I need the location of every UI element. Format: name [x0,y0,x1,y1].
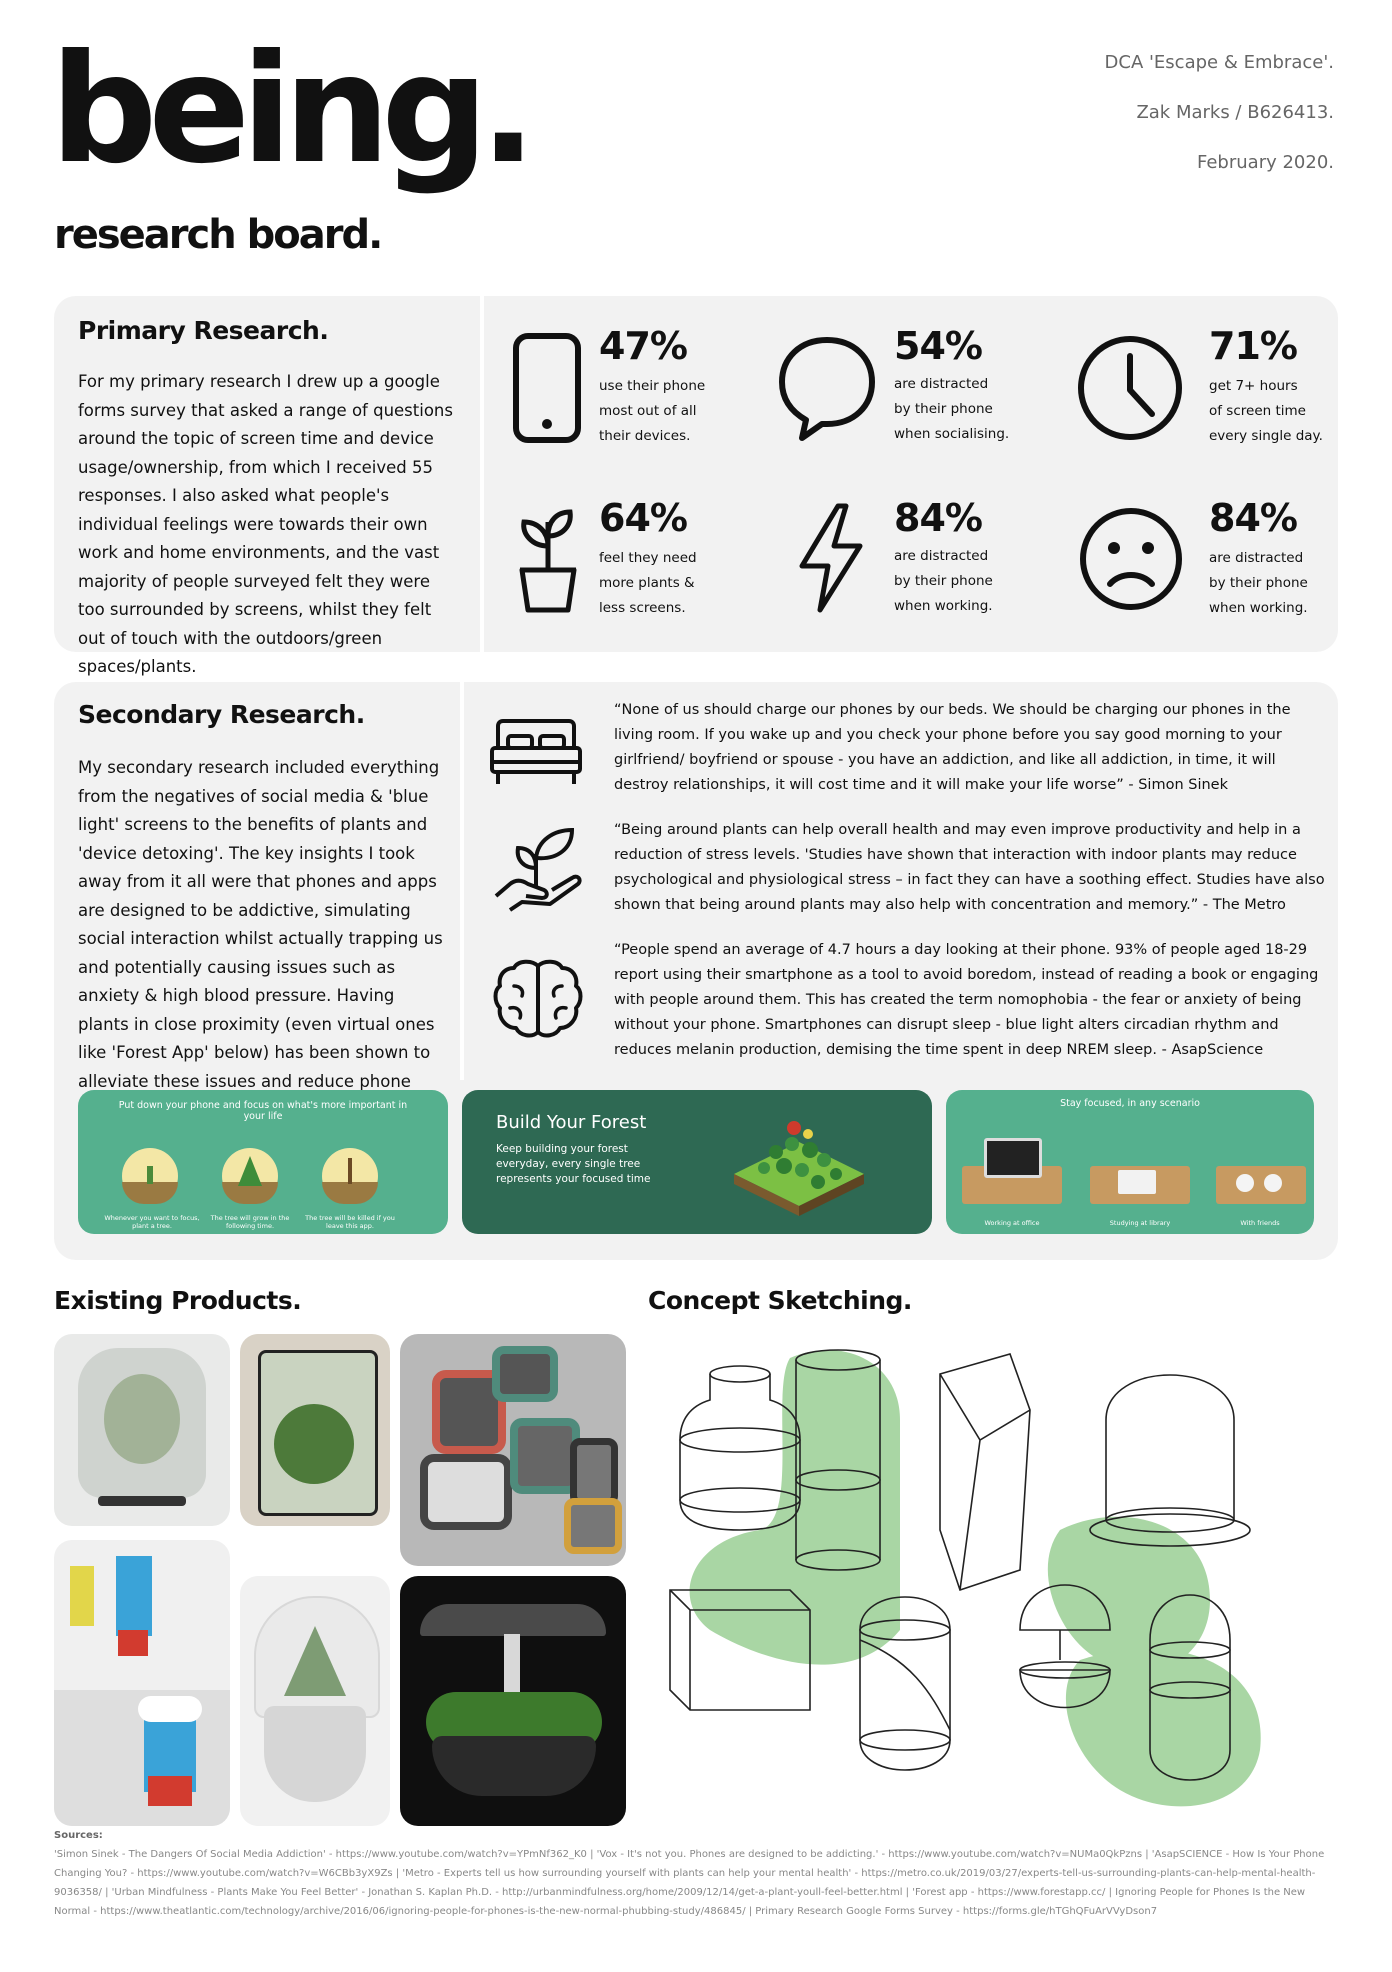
sources-text: 'Simon Sinek - The Dangers Of Social Media Addiction' - https://www.youtube.com/watch?v=YPmNf362_K0 | 'Vox - It's not you. Phones are designed to be addicting.' - https://www.youtube.com/watch?v=NUMa0QkPzns | 'AsapSCIENCE - How Is Your Phone Changing You? - https://www.youtube.com/watch?v=W6CBb3yX9Zs | 'Metro - Experts tell us how surrounding yourself with plants can help your mental health' - https://metro.co.uk/2019/03/27/experts-tell-us-surrounding-plants-can-help-mental-health-9036358/ | 'Urban Mindfulness - Plants Make You Feel Better' - Jonathan S. Kaplan Ph.D. - http://urbanmindfulness.org/home/2009/12/14/get-a-plant-youll-feel-better.html | 'Forest app - https://www.forestapp.cc/ | Ignoring People for Phones Is the New Normal - https://www.theatlantic.com/technology/archive/2016/06/ignoring-people-for-phones-is-the-new-normal-phubbing-study/486845/ | Primary Research Google Forms Survey - https://forms.gle/hTGhQFuArVVyDson7 [54,1849,1325,1917]
stat-label: get 7+ hours of screen time every single day. [1209,378,1323,444]
stat-pct: 71% [1209,324,1297,368]
meta-project: DCA 'Escape & Embrace'. [1104,52,1334,73]
brain-icon [492,958,584,1040]
product-photo-frosted-planter [54,1334,230,1526]
forest-card1-title: Put down your phone and focus on what's more important in your life [118,1100,408,1122]
forest-caption: Whenever you want to focus, plant a tree. [104,1214,200,1230]
forest-card-scenario [946,1090,1314,1234]
forest-card-build [462,1090,932,1234]
plate-icon [1264,1174,1282,1192]
product-photo-cloud-planters [54,1540,230,1826]
secondary-body: My secondary research included everything from the negatives of social media & 'blue light' screens to the benefits of plants and 'device detoxing'. The key insights I took away from it all were that phones and apps are designed to be addictive, simulating social interaction whilst actually trapping us and potentially causing issues such as anxiety & high blood pressure. Having plants in close proximity (even virtual ones like 'Forest App' below) has been shown to alleviate these issues and reduce phone [78,758,443,1091]
stat-label: are distracted by their phone when working. [1209,550,1308,616]
meta-author: Zak Marks / B626413. [1136,102,1334,123]
phone-icon [512,332,582,444]
secondary-title: Secondary Research. [78,700,365,729]
stat-pct: 47% [599,324,687,368]
scenario-caption: Working at office [984,1219,1040,1227]
scenario-caption: Studying at library [1109,1219,1171,1227]
existing-products-title: Existing Products. [54,1286,302,1315]
monitor-icon [984,1138,1042,1178]
product-photo-wall-planters [400,1334,626,1566]
speech-bubble-icon [776,334,878,442]
sad-face-icon [1078,506,1184,612]
plate-icon [1236,1174,1254,1192]
dinner-table [1216,1166,1306,1204]
clock-icon [1076,334,1184,442]
stat-pct: 64% [599,496,687,540]
seedling-icon [122,1148,178,1204]
sources-label: Sources: [54,1830,103,1841]
meta-date: February 2020. [1196,152,1334,173]
forest-card-focus [78,1090,448,1234]
concept-sketches [650,1330,1338,1830]
forest-island-illustration [724,1104,874,1228]
forest-card2-body: Keep building your forest everyday, every single tree represents your focused time [496,1143,651,1185]
stat-label: are distracted by their phone when working. [894,548,993,614]
product-photo-terrarium [240,1334,390,1526]
scenario-caption: With friends [1240,1219,1280,1227]
secondary-research-panel [54,682,1338,1260]
logo: being. [50,23,528,197]
page-subtitle: research board. [54,212,382,258]
stat-pct: 84% [1209,496,1297,540]
lightning-icon [794,502,868,614]
quote-metro: “Being around plants can help overall health and may even improve productivity and help in a reduction of stress levels. 'Studies have shown that interaction with indoor plants may reduce psychological and physiological stress – in fact they can have a soothing effect. Studies have also shown that being around plants may also help with concentration and memory.” - The Metro [614,822,1325,913]
product-photo-dome-planter [240,1576,390,1826]
dead-tree-icon [322,1148,378,1204]
panel-divider [480,296,484,652]
panel-divider [460,682,464,1080]
bed-icon [488,718,584,788]
forest-card2-title: Build Your Forest [496,1112,647,1133]
primary-title: Primary Research. [78,316,329,345]
stat-label: are distracted by their phone when socialising. [894,376,1010,442]
product-photo-smart-garden [400,1576,626,1826]
concept-sketching-title: Concept Sketching. [648,1286,912,1315]
sapling-icon [222,1148,278,1204]
potted-plant-icon [510,502,586,614]
primary-body: For my primary research I drew up a google forms survey that asked a range of questions around the topic of screen time and device usage/ownership, from which I received 55 responses. I also asked what people's individual feelings were towards their own work and home environments, and the vast majority of people surveyed felt they were too surrounded by screens, whilst they felt out of touch with the outdoors/green spaces/plants. [78,372,453,676]
forest-caption: The tree will be killed if you leave this app. [305,1214,395,1230]
stat-pct: 84% [894,496,982,540]
quote-sinek: “None of us should charge our phones by our beds. We should be charging our phones in the living room. If you wake up and you check your phone before you say good morning to your girlfriend/ boyfriend or spouse - you have an addiction, and like all addiction, in time, it will destroy relationships, it will cost time and it will make your life worse” - Simon Sinek [614,702,1291,793]
hand-plant-icon [492,824,584,914]
primary-research-panel [54,296,1338,676]
sources [54,1826,1338,1921]
forest-card3-title: Stay focused, in any scenario [1060,1098,1200,1109]
quote-asapscience: “People spend an average of 4.7 hours a day looking at their phone. 93% of people aged 18-29 report using their smartphone as a tool to avoid boredom, instead of reading a book or engaging with people around them. This has created the term nomophobia - the fear or anxiety of being without your phone. Smartphones can disrupt sleep - blue light alters circadian rhythm and reduces melanin production, demising the time spent in deep NREM sleep. - AsapScience [614,942,1319,1058]
stat-pct: 54% [894,324,982,368]
stat-label: feel they need more plants & less screens. [599,550,697,616]
stat-label: use their phone most out of all their devices. [599,378,706,444]
forest-caption: The tree will grow in the following time. [210,1214,290,1230]
book-icon [1118,1170,1156,1194]
